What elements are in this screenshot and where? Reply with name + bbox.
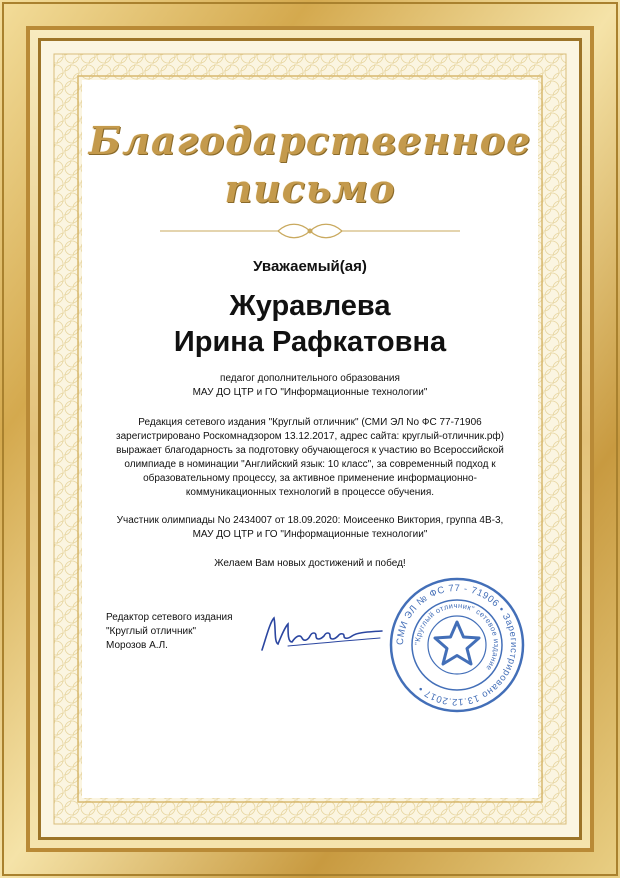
- stamp-inner-text: "Круглый отличник" сетевое издание: [412, 600, 502, 673]
- body-line-3: выражает благодарность за подготовку обучающегося к участию во Всероссийской: [116, 445, 504, 456]
- editor-line-1: Редактор сетевого издания: [106, 612, 233, 623]
- ornament-divider: [160, 222, 460, 240]
- body-paragraph: [110, 416, 510, 500]
- stamp-outer-text: СМИ ЭЛ № ФС 77 - 71906 • Зарегистрировано 13.12.2017 •: [394, 582, 520, 708]
- participant-line-2: МАУ ДО ЦТР и ГО "Информационные технологии": [192, 529, 428, 540]
- recipient-surname: Журавлева: [229, 290, 391, 322]
- participant-block: [110, 514, 510, 542]
- participant-line-1: Участник олимпиады No 2434007 от 18.09.2020: Моисеенко Виктория, группа 4В-3,: [116, 515, 504, 526]
- wishes: Желаем Вам новых достижений и побед!: [214, 558, 406, 569]
- body-line-5: образовательному процессу, за активное применение информационно-: [143, 473, 477, 484]
- editor-signature: [252, 608, 392, 658]
- editor-line-2: "Круглый отличник": [106, 626, 197, 637]
- position-line-2: МАУ ДО ЦТР и ГО "Информационные технологии": [192, 387, 428, 398]
- title-line-1: Благодарственное: [88, 118, 532, 163]
- position-line-1: педагог дополнительного образования: [220, 373, 400, 384]
- position-block: [110, 372, 510, 400]
- greeting: Уважаемый(ая): [253, 258, 367, 275]
- body-line-6: коммуникационных технологий в процессе обучения.: [185, 487, 435, 498]
- official-stamp: [388, 576, 526, 714]
- body-line-1: Редакция сетевого издания "Круглый отличник" (СМИ ЭЛ No ФС 77-71906: [138, 417, 482, 428]
- body-line-4: олимпиаде в номинации "Английский язык: 10 класс", за современный подход к: [124, 459, 496, 470]
- recipient-given-names: Ирина Рафкатовна: [173, 326, 447, 358]
- title-line-2: письмо: [224, 166, 396, 211]
- body-line-2: зарегистрировано Роскомнадзором 13.12.2017, адрес сайта: круглый-отличник.рф): [116, 431, 504, 442]
- editor-line-3: Морозов А.Л.: [106, 640, 168, 651]
- editor-block: [106, 611, 232, 653]
- stamp-star-icon: [435, 622, 479, 664]
